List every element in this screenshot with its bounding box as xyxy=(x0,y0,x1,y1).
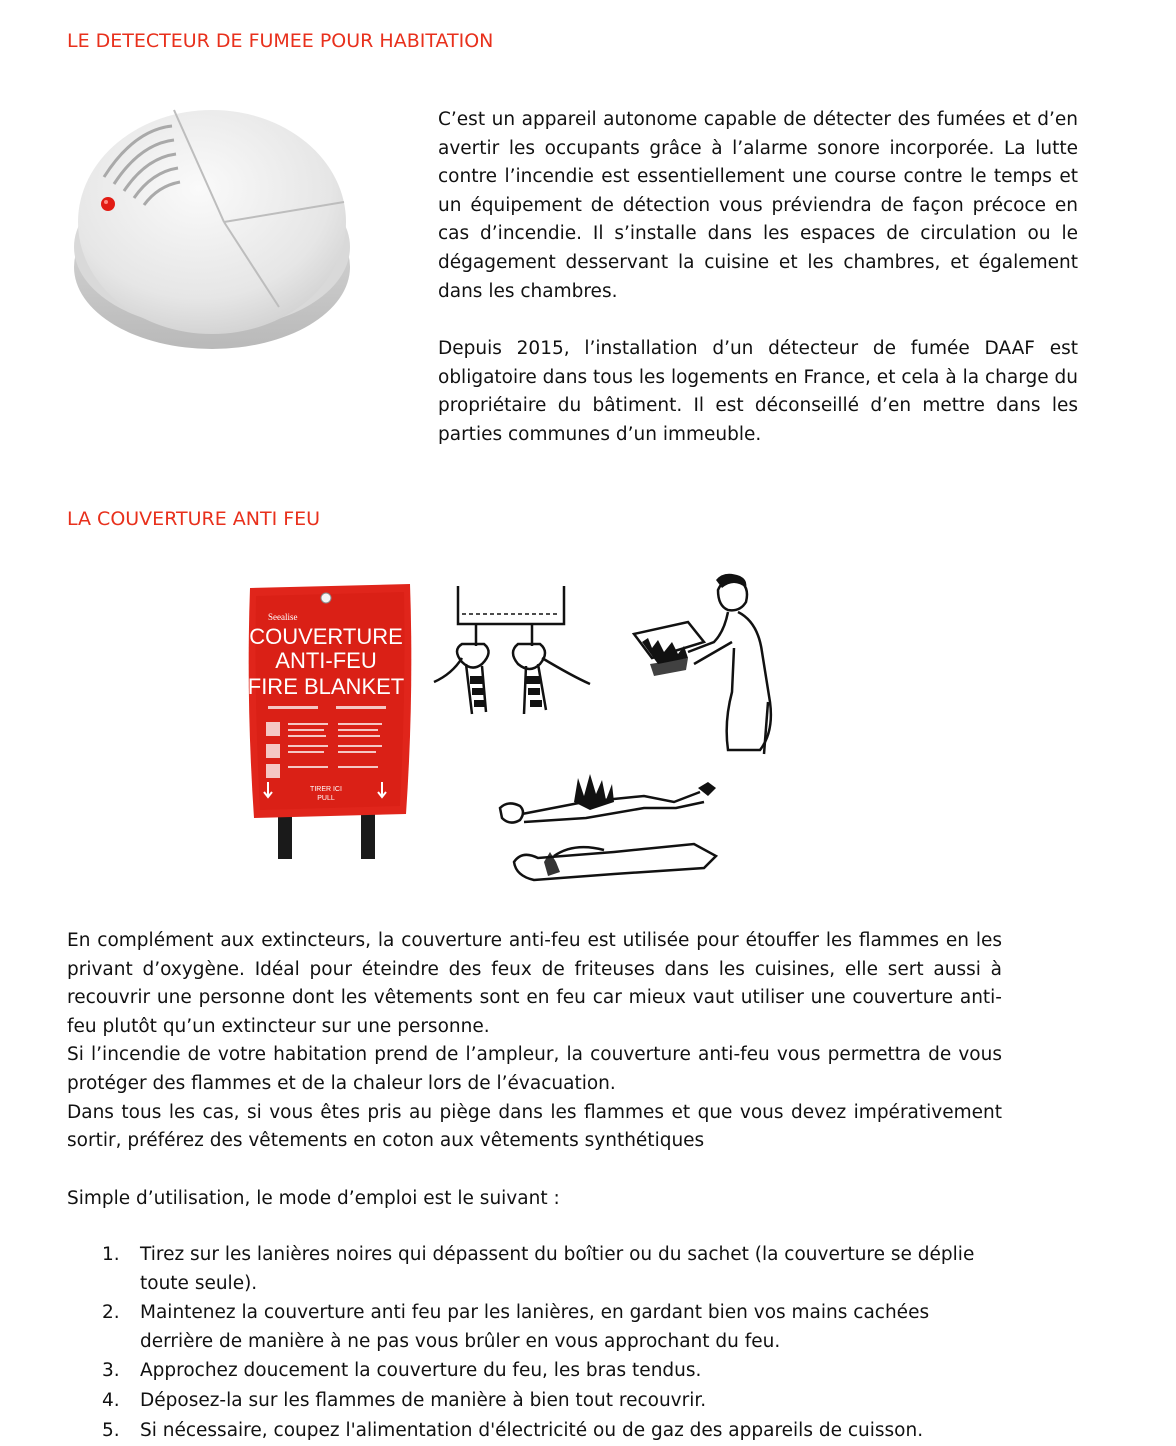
smoke-detector-image xyxy=(64,82,364,357)
package-pull-1: TIRER ICI xyxy=(310,786,342,793)
step-number: 1. xyxy=(102,1244,120,1265)
package-title-1: COUVERTURE xyxy=(249,624,403,649)
blanket-paragraph-3: Dans tous les cas, si vous êtes pris au piège dans les flammes et que vous devez impérativement sortir, préférez des vêtements en coton aux vêtements synthétiques xyxy=(67,1101,1002,1152)
step-text: Déposez-la sur les flammes de manière à bien tout recouvrir. xyxy=(140,1389,707,1411)
package-title-2: ANTI-FEU xyxy=(275,648,377,673)
usage-intro: Simple d’utilisation, le mode d’emploi est le suivant : xyxy=(67,1188,560,1209)
blanket-paragraph-1: En complément aux extincteurs, la couverture anti-feu est utilisée pour étouffer les flammes en les privant d’oxygène. Idéal pour éteindre des feux de friteuses dans les cuisines, elle sert aussi à recouvrir une personne dont les vêtements sont en feu car mieux vaut utiliser une couverture anti-feu plutôt qu’un extincteur sur une personne. xyxy=(67,930,1002,1037)
fire-blanket-package-image xyxy=(246,582,416,862)
fire-blanket-heading: LA COUVERTURE ANTI FEU xyxy=(67,508,321,530)
blanket-paragraph-2: Si l’incendie de votre habitation prend de l’ampleur, la couverture anti-feu vous permettra de vous protéger des flammes et de la chaleur lors de l’évacuation. xyxy=(67,1044,1002,1094)
smoke-detector-heading: LE DETECTEUR DE FUMEE POUR HABITATION xyxy=(67,30,494,52)
usage-steps-list xyxy=(100,1241,1000,1446)
list-item xyxy=(100,1241,1000,1298)
detector-regulation: Depuis 2015, l’installation d’un détecteur de fumée DAAF est obligatoire dans tous les logements en France, et cela à la charge du propriétaire du bâtiment. Il est déconseillé d’en mettre dans les parties communes d’un immeuble. xyxy=(438,338,1078,445)
covering-pan-illustration xyxy=(628,572,808,762)
package-pull-2: PULL xyxy=(317,795,335,802)
blanket-description xyxy=(67,927,1002,1156)
detector-description: C’est un appareil autonome capable de détecter des fumées et d’en avertir les occupants grâce à l’alarme sonore incorporée. La lutte contre l’incendie est essentiellement une course contre le temps et un équipement de détection vous préviendra de façon précoce en cas d’incendie. Il s’installe dans les espaces de circulation ou le dégagement desservant la cuisine et les chambres, et également dans les chambres. xyxy=(438,109,1078,302)
package-brand: Seealise xyxy=(268,612,298,622)
step-text: Si nécessaire, coupez l'alimentation d'électricité ou de gaz des appareils de cuisson. xyxy=(140,1419,924,1441)
step-number: 5. xyxy=(102,1419,120,1441)
step-text: Maintenez la couverture anti feu par les lanières, en gardant bien vos mains cachées derrière de manière à ne pas vous brûler en vous approchant du feu. xyxy=(140,1302,930,1352)
pulling-straps-illustration xyxy=(432,584,592,734)
list-item xyxy=(100,1387,1000,1416)
step-text: Tirez sur les lanières noires qui dépassent du boîtier ou du sachet (la couverture se déplie toute seule). xyxy=(140,1244,975,1294)
step-text: Approchez doucement la couverture du feu, les bras tendus. xyxy=(140,1360,702,1382)
list-item xyxy=(100,1299,1000,1356)
list-item xyxy=(100,1417,1000,1446)
person-on-floor-illustration xyxy=(494,772,734,897)
led-indicator-icon xyxy=(101,197,115,211)
package-title-3: FIRE BLANKET xyxy=(247,674,405,699)
step-number: 4. xyxy=(102,1389,120,1411)
step-number: 3. xyxy=(102,1360,120,1382)
list-item xyxy=(100,1357,1000,1386)
step-number: 2. xyxy=(102,1302,120,1324)
